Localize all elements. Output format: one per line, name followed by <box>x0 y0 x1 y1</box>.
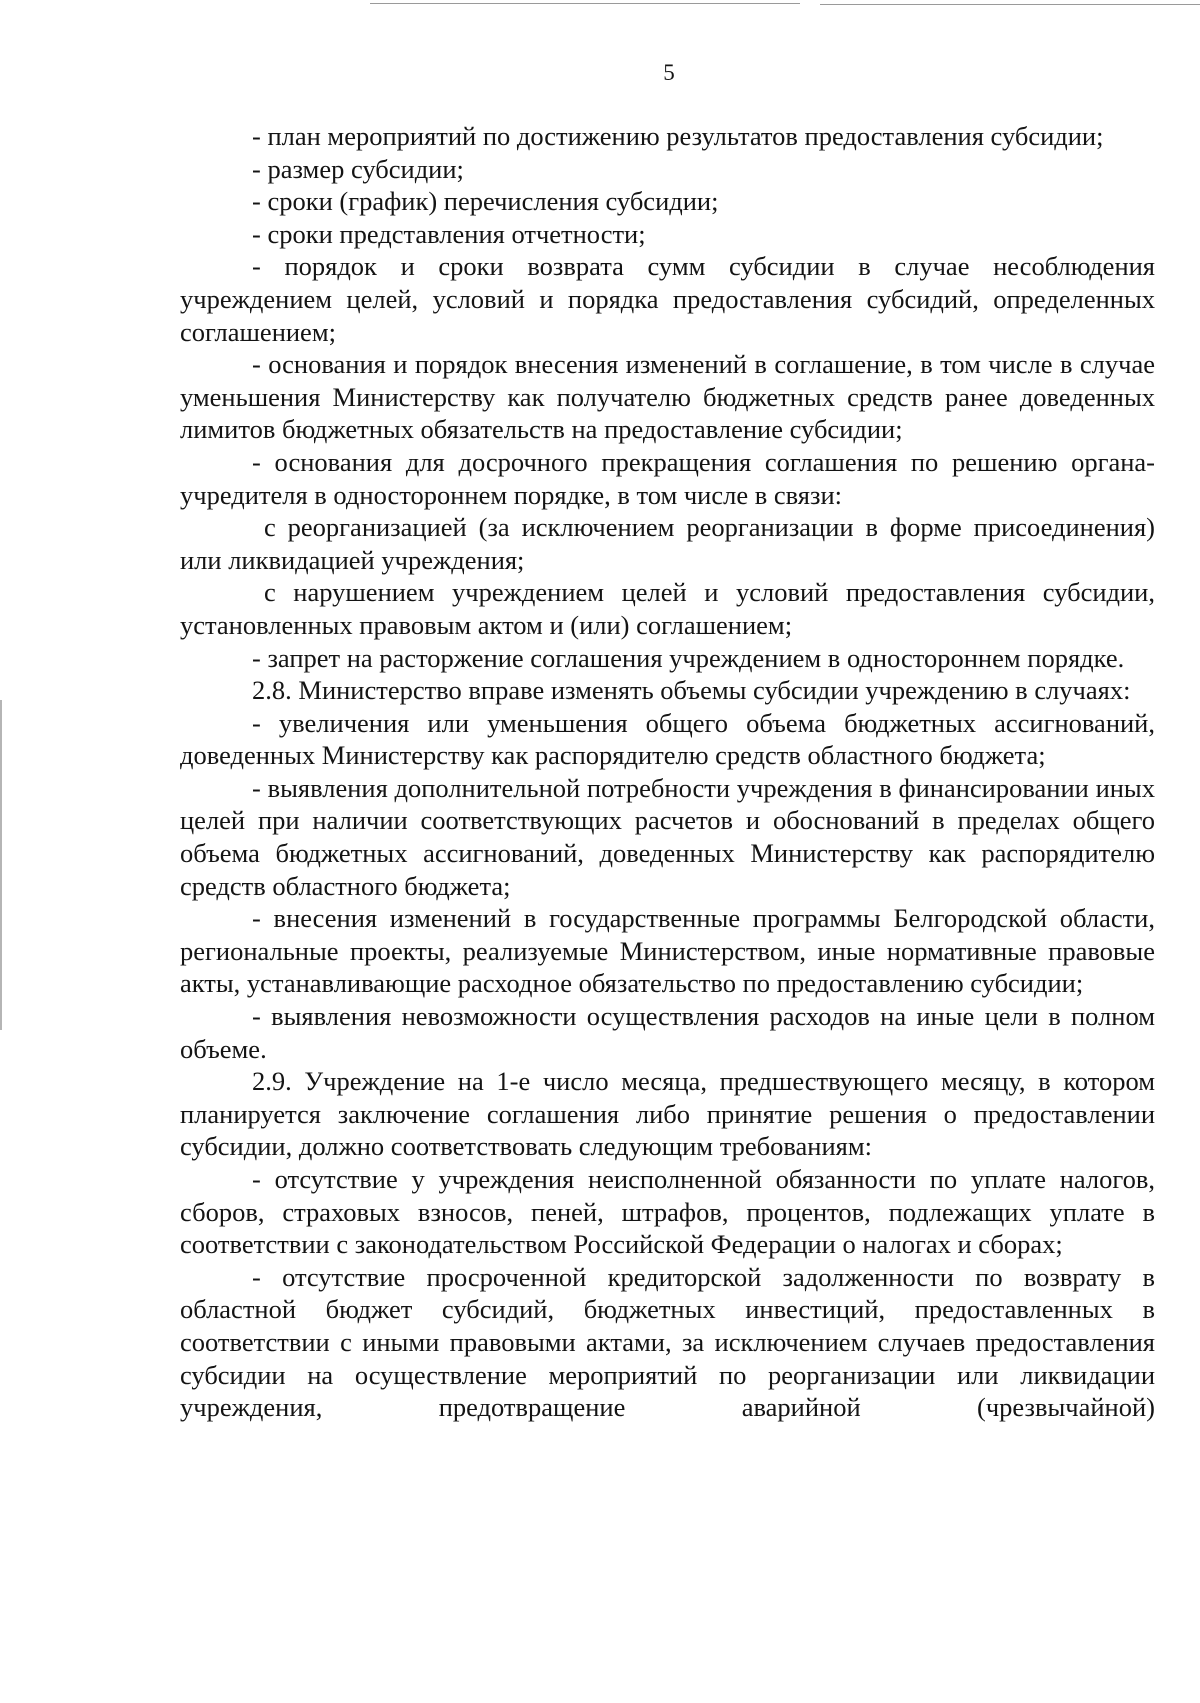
scan-artifact-edge <box>0 700 2 1030</box>
paragraph: - отсутствие просроченной кредиторской задолженности по возврату в областной бюджет субсидий, бюджетных инвестиций, предоставленных в соответствии с иными правовыми актами, за исключением случаев предоставления субсидии на осуществление мероприятий по реорганизации или ликвидации учреждения, предотвращение аварийной (чрезвычайной) <box>180 1261 1155 1423</box>
paragraph: с нарушением учреждением целей и условий предоставления субсидии, установленных правовым актом и (или) соглашением; <box>180 577 1155 640</box>
paragraph: с реорганизацией (за исключением реорганизации в форме присоединения) или ликвидацией учреждения; <box>180 512 1155 575</box>
scan-artifact-line <box>370 3 800 4</box>
page-number: 5 <box>663 60 675 85</box>
paragraph: - порядок и сроки возврата сумм субсидии в случае несоблюдения учреждением целей, условий и порядка предоставления субсидий, определенных соглашением; <box>180 251 1155 347</box>
paragraph: - основания для досрочного прекращения соглашения по решению органа-учредителя в одностороннем порядке, в том числе в связи: <box>180 446 1155 510</box>
paragraph: - внесения изменений в государственные программы Белгородской области, региональные проекты, реализуемые Министерством, иные нормативные правовые акты, устанавливающие расходное обязательство по предоставлению субсидии; <box>180 903 1155 999</box>
paragraph: - сроки представления отчетности; <box>252 218 646 249</box>
scan-artifact-line <box>820 4 1200 5</box>
paragraph: - запрет на расторжение соглашения учреждением в одностороннем порядке. <box>252 642 1125 673</box>
paragraph: - увеличения или уменьшения общего объема бюджетных ассигнований, доведенных Министерству как распорядителю средств областного бюджета; <box>180 707 1155 771</box>
paragraph: - основания и порядок внесения изменений в соглашение, в том числе в случае уменьшения Министерству как получателю бюджетных средств ранее доведенных лимитов бюджетных обязательств на предоставление субсидии; <box>180 349 1155 445</box>
body-text <box>180 120 1155 1424</box>
paragraph: - размер субсидии; <box>252 153 464 184</box>
paragraph: - план мероприятий по достижению результатов предоставления субсидии; <box>252 121 1104 151</box>
paragraph: - отсутствие у учреждения неисполненной обязанности по уплате налогов, сборов, страховых взносов, пеней, штрафов, процентов, подлежащих уплате в соответствии с законодательством Российской Федерации о налогах и сборах; <box>180 1164 1155 1260</box>
paragraph: 2.9. Учреждение на 1-е число месяца, предшествующего месяцу, в котором планируется заключение соглашения либо принятие решения о предоставлении субсидии, должно соответствовать следующим требованиям: <box>180 1066 1155 1162</box>
paragraph: - сроки (график) перечисления субсидии; <box>252 186 719 217</box>
paragraph: 2.8. Министерство вправе изменять объемы субсидии учреждению в случаях: <box>252 675 1131 706</box>
paragraph: - выявления дополнительной потребности учреждения в финансировании иных целей при наличии соответствующих расчетов и обоснований в пределах общего объема бюджетных ассигнований, доведенных Министерству как распорядителю средств областного бюджета; <box>180 772 1155 901</box>
paragraph: - выявления невозможности осуществления расходов на иные цели в полном объеме. <box>180 1001 1155 1064</box>
